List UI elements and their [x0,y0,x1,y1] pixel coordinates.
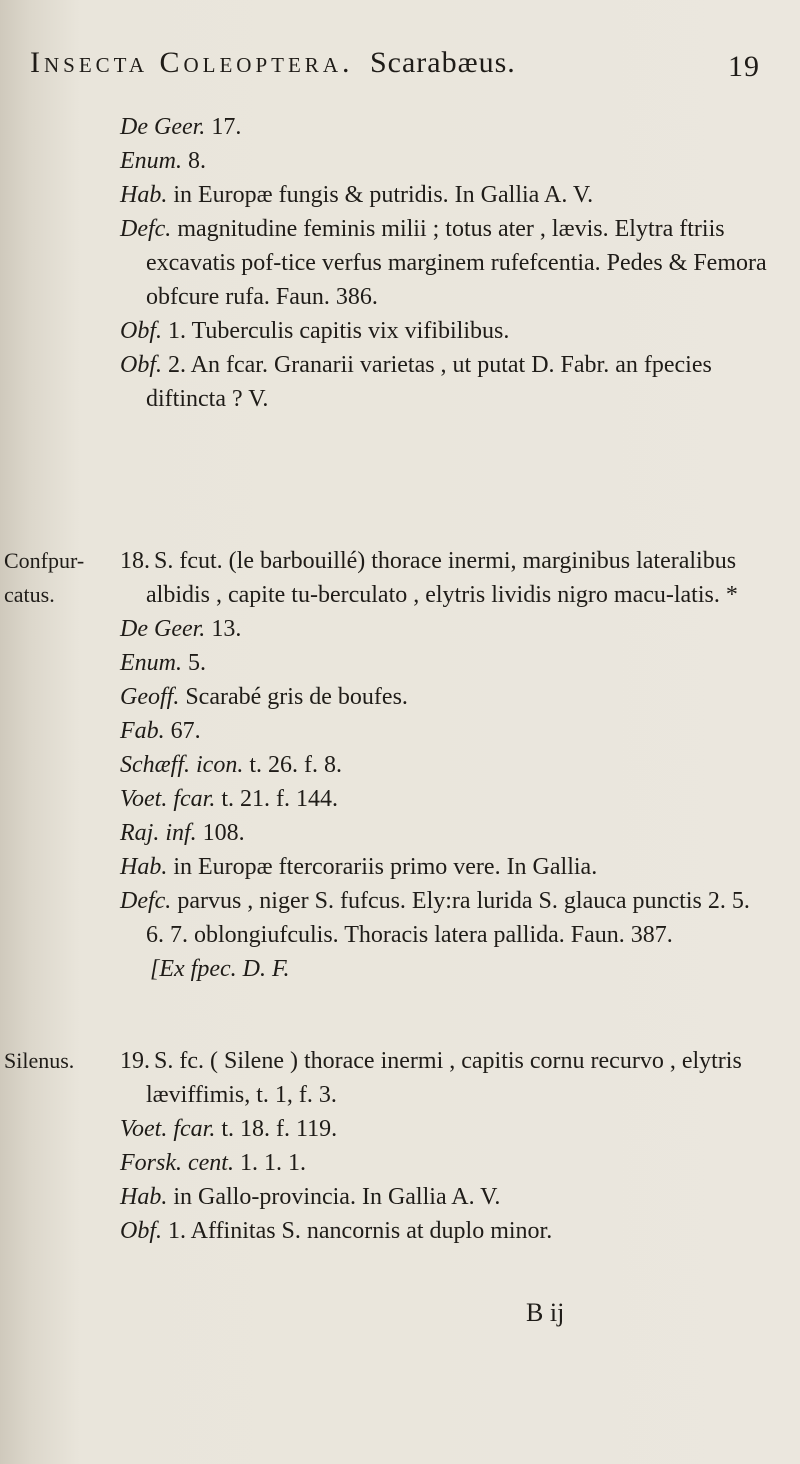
header-title: Insecta Coleoptera. [30,46,354,79]
ref-line: Enum. 8. [120,148,206,174]
habitat-line: Hab. in Gallo-provincia. In Gallia A. V. [120,1184,501,1210]
ref-line: Schæff. icon. t. 26. f. 8. [120,752,342,778]
entry-17-continued [120,110,770,416]
page-header [30,46,760,90]
ref-line: Voet. fcar. t. 21. f. 144. [120,786,338,812]
side-name-silenus: Silenus. [4,1048,75,1073]
ref-line: Voet. fcar. t. 18. f. 119. [120,1116,338,1142]
diagnosis: 19. S. fc. ( Silene ) thorace inermi , capitis cornu recurvo , elytris læviffimis, t. 1, f. 3. [120,1048,742,1108]
observation-line: Obf. 2. An fcar. Granarii varietas , ut putat D. Fabr. an fpecies diftincta ? V. [120,352,712,412]
ref-line: De Geer. 13. [120,616,242,642]
description-line: Defc. magnitudine feminis milii ; totus ater , lævis. Elytra ftriis excavatis pof-tice verfus marginem rufefcentia. Pedes & Femora obfcure rufa. Faun. 386. [120,216,767,310]
ref-line: De Geer. 17. [120,114,242,140]
habitat-line: Hab. in Europæ ftercorariis primo vere. In Gallia. [120,854,598,880]
entry-19 [120,1044,770,1248]
running-title: Scarabæus. [369,46,516,79]
ref-line: Geoff. Scarabé gris de boufes. [120,684,408,710]
observation-line: Obf. 1. Affinitas S. nancornis at duplo minor. [120,1218,553,1244]
ref-line: Forsk. cent. 1. 1. 1. [120,1150,306,1176]
observation-line: Obf. 1. Tuberculis capitis vix vifibilibus. [120,318,510,344]
ref-line: Raj. inf. 108. [120,820,245,846]
diagnosis: 18. S. fcut. (le barbouillé) thorace inermi, marginibus lateralibus albidis , capite tu-berculato , elytris lividis nigro macu-latis. * [120,548,738,608]
habitat-line: Hab. in Europæ fungis & putridis. In Gallia A. V. [120,182,594,208]
side-name-conspurcatus: Confpur- catus. [4,548,85,607]
signature-mark: B ij [526,1298,565,1327]
specimen-note: [Ex fpec. D. F. [150,956,290,982]
ref-line: Fab. 67. [120,718,201,744]
description-line: Defc. parvus , niger S. fufcus. Ely:ra lurida S. glauca punctis 2. 5. 6. 7. oblongiufculis. Thoracis latera pallida. Faun. 387. [120,888,750,948]
ref-line: Enum. 5. [120,650,206,676]
entry-18 [120,544,770,986]
page-number: 19 [728,50,760,83]
